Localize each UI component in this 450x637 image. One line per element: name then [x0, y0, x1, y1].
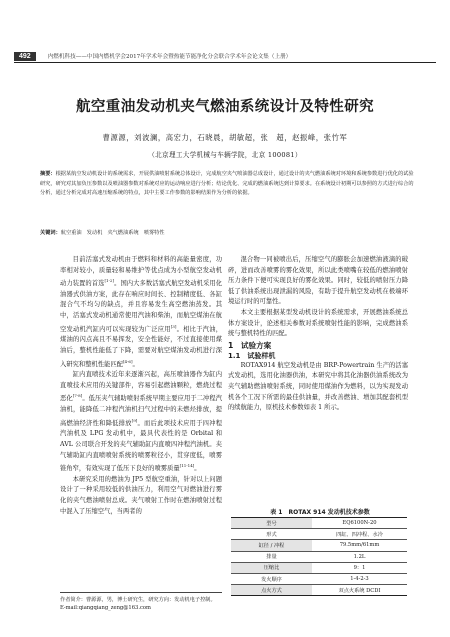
subsection-heading: 1.1 试验样机: [228, 351, 276, 360]
engine-spec-table: [231, 517, 407, 596]
intro-paragraph-4: 混合物一同被喷出后，压缩空气的膨胀会加速燃油液滴的破碎，进而改善喷雾的雾化效果，所以此类喷嘴在较低的燃油喷射压力条件下便可实现良好的雾化效果。同时，较低的喷射压力降低了供油系统出现泄漏的风险，有助于提升航空发动机在极端环境运行时的可靠性。: [228, 256, 408, 306]
abstract: [40, 170, 414, 199]
keywords-label: 关键词：: [40, 230, 61, 236]
intro-paragraph-2: 缸内直喷技术近年来逐渐兴起，高压喷油器作为缸内直喷技术应用的关键部件，容易引起燃油颗粒，燃烧过程恶化[7-8]。低压夹气辅助喷射系统早期主要应用于二冲程汽油机，能降低二冲程汽油机扫气过程中的未燃烃排放，提高燃油经济性和降低排放[9]。而后此项技术应用于四冲程汽油机及 LPG 发动机中，最具代表性的是 Orbital 和 AVL 公司联合开发的夹气辅助缸内直喷四冲程汽油机。夹气辅助缸内直喷喷射系统的喷雾粒径小，贯穿度低，喷雾锥角窄，有效实现了低压下良好的喷雾质量[11-14]。: [60, 371, 223, 473]
table-caption: 表 1 ROTAX 914 发动机技术参数: [270, 509, 370, 516]
keywords: [40, 229, 414, 236]
right-column: [228, 255, 408, 414]
table-row: 形式 四缸、四冲程、水冷: [231, 529, 407, 540]
intro-paragraph-5: 本文主要根据某型发动机设计的系统需求，开展燃油系统总体方案设计，论述相关参数对系统喷射性能的影响，完成燃油系统与整机特性的匹配。: [228, 308, 408, 338]
author-email: E-mail:qiangqiang_zeng@163.com: [60, 605, 151, 611]
abstract-text: 根据某航空发动机设计的系统需求，开展供油喷射系统总体设计，完成航空夹气喷油器总成设计，通过设计的夹气燃油系统对环境和系统参数进行优化的试验研究，研究对其加负压参数以及喷油器参数对系统对应的运动响应进行分析；结论优化、完成的燃油系统达到计算要求。在系统设计初期可以参照的方式进行综合的分析，通过分析完成对高速压缩系统的特点，其中主要工作参数的影响结果作为分析的依据。: [40, 171, 414, 196]
table-row: 缸径 / 冲程 79.5mm/61mm: [231, 540, 407, 551]
affiliation: （北京理工大学机械与车辆学院，北京 100081）: [148, 151, 302, 159]
left-column: [60, 255, 222, 517]
intro-paragraph-3: 本研究采用的燃油为 JP5 型航空重油，针对以上问题设计了一种采用较低的供油压力，利用空气对燃油进行雾化的夹气燃油喷射总成。夹气喷射工作时在燃油喷射过程中混入了压缩空气，当两者的: [60, 475, 222, 515]
test-engine-paragraph: ROTAX914 航空发动机是由 BRP-Powertrain 生产的活塞式发动机，选用化油器供油，本研究中将其化油器供油系统改为夹气辅助燃油喷射系统，同时使用煤油作为燃料，以为实现发动机各个工况下所需的最佳供油量，并改善燃油、增加其配套机型的续航能力，原机技术参数如表 1 所示。: [228, 361, 408, 412]
keywords-text: 航空重油 发动机 夹气燃油系统 喷雾特性: [60, 230, 165, 236]
running-header: [14, 50, 436, 63]
table-row: 点火方式 双点火系统 DCDI: [231, 585, 407, 596]
table-row: 压缩比 9：1: [231, 562, 407, 573]
page-number: 492: [14, 52, 36, 61]
abstract-label: 摘要：: [40, 171, 56, 177]
intro-paragraph-1: 目前活塞式发动机由于燃料和材料的高能量密度，功率相对较小，质量轻和易维护等优点成为小型航空发动机动力装置的首选[1-2]。国内大多数活塞式航空发动机采用化油器式供油方案，此存在响应时间长、控制精度低、各缸混合气不均匀的缺点，并且容易发生高空燃油蒸发。其中，活塞式发动机通常使用汽油和柴油，而航空煤油在航空发动机汽缸内可以实现较为广泛应用[3]。相比于汽油，煤油的闪点高且不易挥发，安全性能好，不过直接使用煤油后，整机性能低了下降，需要对航空煤油发动机进行深入研究和整机性能匹配[4-6]。: [60, 256, 223, 368]
paper-title: 航空重油发动机夹气燃油系统设计及特性研究: [76, 99, 374, 115]
author-bio: 作者简介：曹源源，男，博士研究生，研究方向：发动机电子控制。: [60, 597, 216, 603]
table-row: 排量 1.2L: [231, 551, 407, 562]
footnote: [60, 592, 222, 612]
section-heading: 1 试验方案: [228, 340, 272, 350]
table-row: 型号 EQ6100N-20: [231, 518, 407, 529]
author-list: 曹源源，刘波澜，高宏力，石晓晨，胡敏超，张 超，赵振峰，张竹军: [102, 133, 348, 142]
journal-title: 内燃机科技——中国内燃机学会2017年学术年会暨热能节能净化分会联合学术年会论文集（上册）: [47, 54, 292, 60]
table-row: 发火顺序 1-4-2-3: [231, 573, 407, 584]
